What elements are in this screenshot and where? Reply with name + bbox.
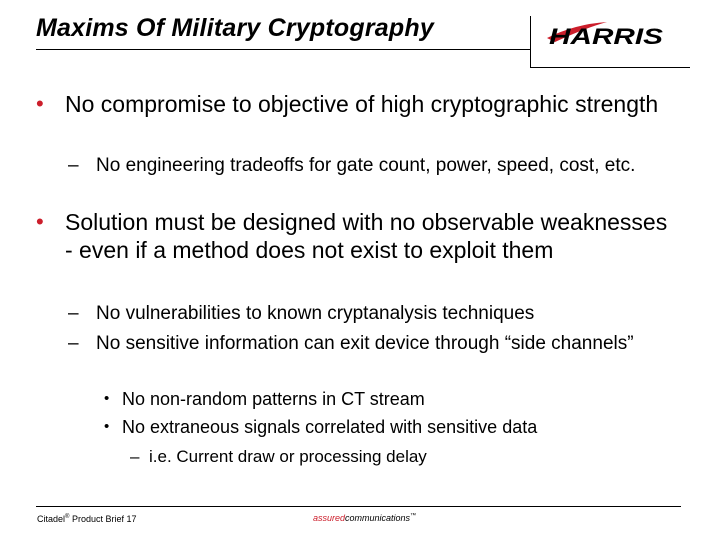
footer-brand-assured: assured (313, 513, 346, 523)
bullet-marker: • (104, 418, 110, 435)
dash-marker: – (68, 303, 79, 324)
footer-brand-communications: communications (345, 513, 411, 523)
bullet-item (36, 208, 676, 264)
dash-marker: – (68, 155, 79, 176)
sub-bullet-item (68, 303, 688, 325)
bullet-marker: • (104, 390, 110, 407)
sub-bullet-text: No engineering tradeoffs for gate count, power, speed, cost, etc. (96, 155, 636, 176)
level4-bullet-text: i.e. Current draw or processing delay (149, 447, 427, 466)
footer-product: Citadel (37, 514, 66, 524)
sub-sub-bullet-item (100, 415, 700, 439)
level4-bullet-item (130, 446, 690, 468)
bullet-text: No compromise to objective of high cryptographic strength (65, 91, 659, 117)
slide-title: Maxims Of Military Cryptography (36, 14, 434, 42)
dash-marker: – (68, 333, 79, 354)
bullet-item (36, 90, 676, 118)
sub-sub-bullet-text: No extraneous signals correlated with sensitive data (122, 417, 538, 437)
bullet-text: Solution must be designed with no observable weaknesses - even if a method does not exist to exploit them (65, 209, 668, 263)
sub-sub-bullet-text: No non-random patterns in CT stream (122, 389, 425, 409)
harris-logo-text: HARRIS (549, 24, 664, 49)
footer-reg-mark: ® (65, 514, 70, 520)
dash-marker: – (130, 447, 140, 466)
footer-product-brief (37, 514, 136, 524)
sub-bullet-text: No vulnerabilities to known cryptanalysis techniques (96, 303, 535, 324)
sub-bullet-text: No sensitive information can exit device through “side channels” (96, 333, 634, 354)
footer-brand (313, 513, 416, 523)
footer-rule (36, 506, 681, 507)
bullet-marker: • (36, 209, 44, 234)
sub-bullet-item (68, 155, 688, 177)
bullet-marker: • (36, 91, 44, 116)
footer-brief: Product Brief 17 (69, 514, 137, 524)
sub-bullet-item (68, 333, 688, 355)
sub-sub-bullet-item (100, 387, 700, 411)
footer-tm: ™ (410, 513, 417, 519)
